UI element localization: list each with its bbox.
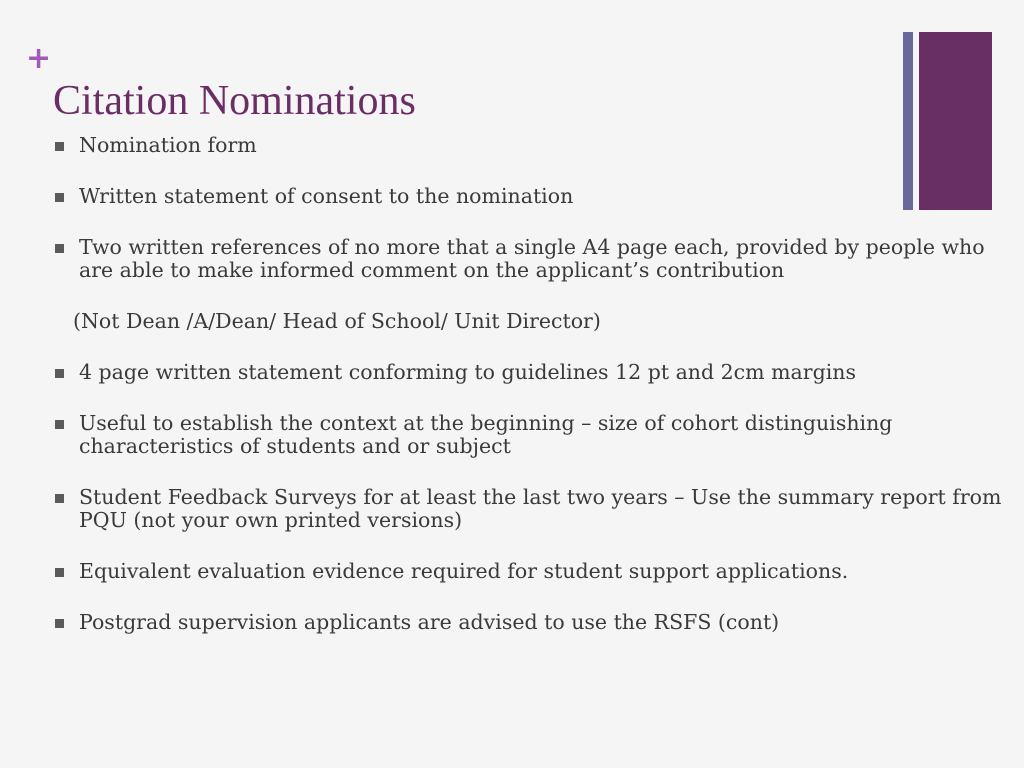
square-bullet-icon bbox=[55, 244, 64, 253]
square-bullet-icon bbox=[55, 369, 64, 378]
bullet-text: Useful to establish the context at the beginning – size of cohort distinguishing characteristics of students and or subject bbox=[79, 411, 893, 458]
square-bullet-icon bbox=[55, 193, 64, 202]
square-bullet-icon bbox=[55, 142, 64, 151]
bullet-item bbox=[55, 486, 1015, 532]
bullet-text: Written statement of consent to the nomination bbox=[79, 184, 574, 208]
bullet-list bbox=[55, 134, 1015, 662]
square-bullet-icon bbox=[55, 420, 64, 429]
bullet-item bbox=[55, 611, 1015, 634]
bullet-item bbox=[55, 185, 1015, 208]
bullet-text: Two written references of no more that a single A4 page each, provided by people who are able to make informed comment on the applicant’s contribution bbox=[79, 235, 985, 282]
plus-icon: + bbox=[26, 41, 52, 76]
bullet-text: Student Feedback Surveys for at least the last two years – Use the summary report from PQU (not your own printed versions) bbox=[79, 485, 1002, 532]
note-item bbox=[55, 310, 1015, 333]
bullet-item bbox=[55, 134, 1015, 157]
bullet-item bbox=[55, 361, 1015, 384]
bullet-item bbox=[55, 412, 1015, 458]
bullet-item bbox=[55, 236, 1015, 282]
square-bullet-icon bbox=[55, 494, 64, 503]
bullet-text: Equivalent evaluation evidence required for student support applications. bbox=[79, 559, 849, 583]
bullet-item bbox=[55, 560, 1015, 583]
bullet-text: Nomination form bbox=[79, 133, 257, 157]
slide-title: Citation Nominations bbox=[53, 78, 416, 124]
square-bullet-icon bbox=[55, 619, 64, 628]
square-bullet-icon bbox=[55, 568, 64, 577]
bullet-text: 4 page written statement conforming to guidelines 12 pt and 2cm margins bbox=[79, 360, 856, 384]
note-text: (Not Dean /A/Dean/ Head of School/ Unit Director) bbox=[73, 309, 601, 333]
bullet-text: Postgrad supervision applicants are advised to use the RSFS (cont) bbox=[79, 610, 780, 634]
